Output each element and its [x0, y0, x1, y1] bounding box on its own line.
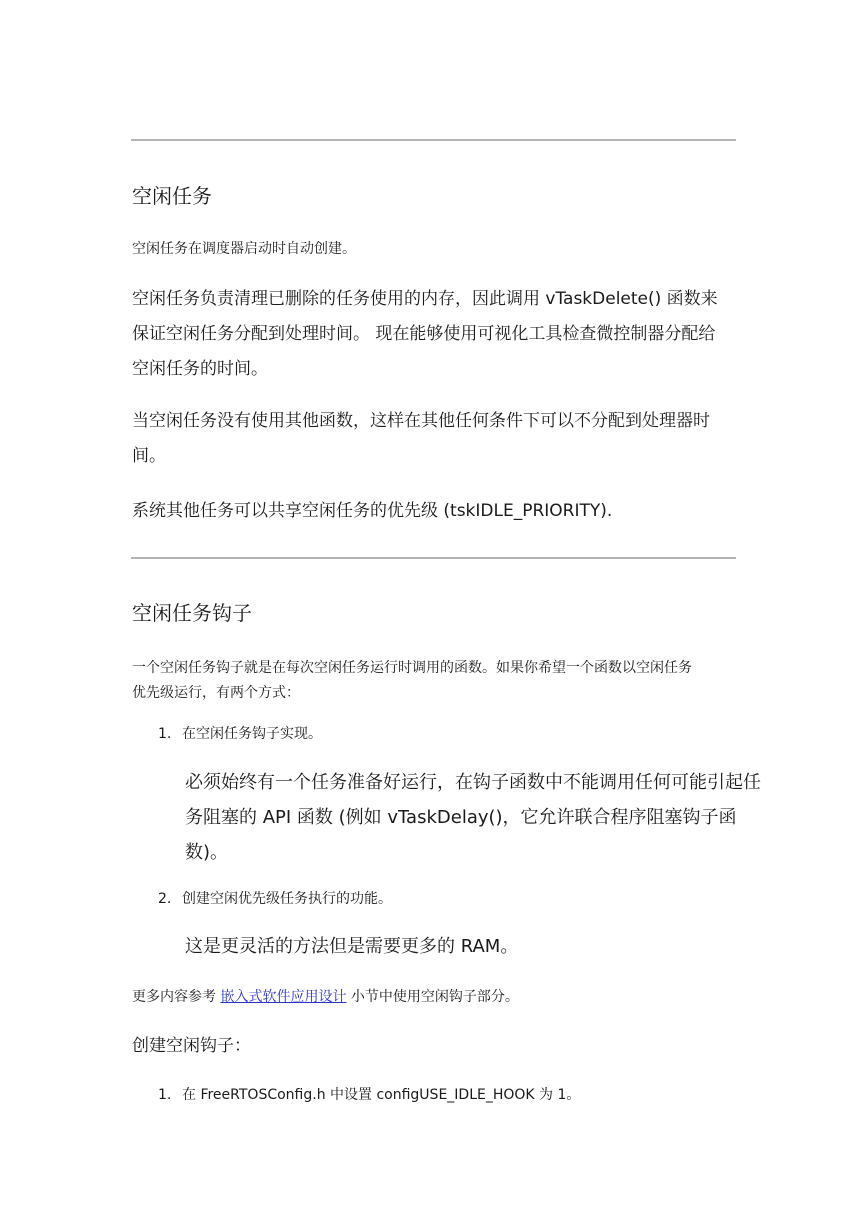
horizontal-rule — [131, 557, 736, 559]
reference-paragraph — [132, 985, 519, 1009]
list-detail-line: 数)。 — [185, 842, 229, 863]
section-title-idle-task: 空闲任务 — [132, 184, 212, 208]
horizontal-rule — [131, 139, 736, 141]
list-detail-line: 务阻塞的 API 函数 (例如 vTaskDelay()，它允许联合程序阻塞钩子函 — [185, 807, 737, 828]
list-item — [158, 887, 392, 911]
paragraph-line: 优先级运行，有两个方式： — [132, 685, 300, 701]
paragraph-line: 保证空闲任务分配到处理时间。 现在能够使用可视化工具检查微控制器分配给 — [132, 324, 716, 344]
paragraph: 空闲任务在调度器启动时自动创建。 — [132, 241, 356, 257]
list-number: 1. — [158, 1087, 172, 1103]
embedded-software-design-link[interactable]: 嵌入式软件应用设计 — [220, 989, 347, 1005]
list-item-label: 在空闲任务钩子实现。 — [182, 726, 322, 742]
paragraph-line: 空闲任务负责清理已删除的任务使用的内存，因此调用 vTaskDelete() 函数来 — [132, 289, 718, 309]
section-title-idle-task-hook: 空闲任务钩子 — [132, 601, 252, 625]
paragraph-line: 当空闲任务没有使用其他函数，这样在其他任何条件下可以不分配到处理器时 — [132, 411, 710, 431]
list-item-label: 在 FreeRTOSConfig.h 中设置 configUSE_IDLE_HOOK 为 1。 — [182, 1087, 581, 1103]
list-item — [158, 722, 322, 746]
reference-prefix: 更多内容参考 — [132, 989, 216, 1005]
paragraph-line: 空闲任务的时间。 — [132, 359, 268, 379]
paragraph: 系统其他任务可以共享空闲任务的优先级 (tskIDLE_PRIORITY). — [132, 501, 613, 521]
paragraph-line: 间。 — [132, 446, 166, 466]
reference-suffix: 小节中使用空闲钩子部分。 — [350, 989, 519, 1005]
list-item-label: 创建空闲优先级任务执行的功能。 — [182, 891, 392, 907]
list-item — [158, 1083, 580, 1107]
subheading-create-idle-hook: 创建空闲钩子： — [132, 1036, 251, 1056]
paragraph-line: 一个空闲任务钩子就是在每次空闲任务运行时调用的函数。如果你希望一个函数以空闲任务 — [132, 660, 692, 676]
list-detail-line: 必须始终有一个任务准备好运行，在钩子函数中不能调用任何可能引起任 — [185, 772, 761, 793]
list-number: 1. — [158, 726, 172, 742]
list-number: 2. — [158, 891, 172, 907]
list-detail-line: 这是更灵活的方法但是需要更多的 RAM。 — [185, 936, 519, 957]
